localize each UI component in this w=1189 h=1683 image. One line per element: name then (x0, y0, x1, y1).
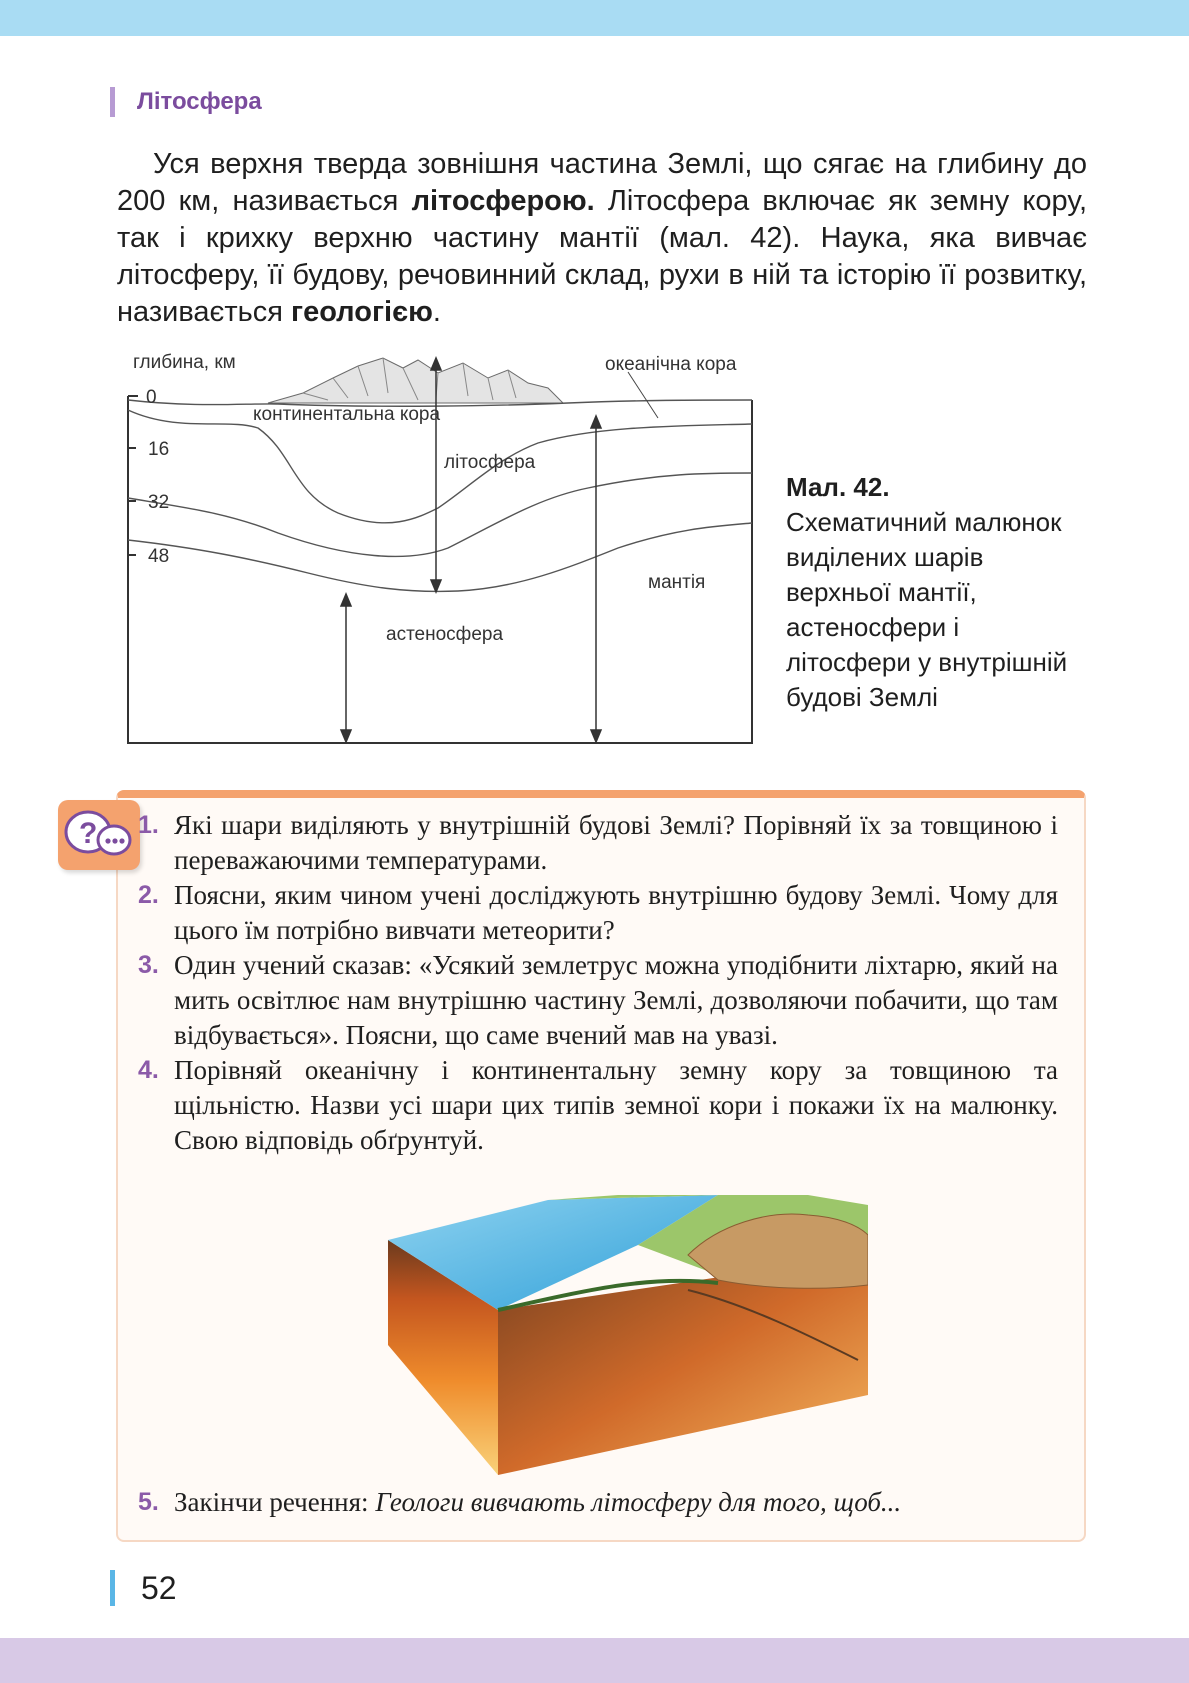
label-oceanic-crust: океанічна кора (605, 354, 737, 375)
question-number: 5. (138, 1488, 159, 1516)
oceanic-crust-pointer (628, 372, 658, 418)
depth-tick-16: 16 (148, 439, 170, 460)
top-color-band (0, 0, 1189, 36)
depth-axis-label: глибина, км (133, 352, 236, 373)
question-5-lead: Закінчи речення: (174, 1487, 376, 1517)
section-title: Літосфера (137, 88, 262, 115)
question-number: 1. (138, 811, 159, 839)
intro-text-2: Літосфера включає як земну кору, так і крихку верхню частину мантії (мал. 42). Наука, яка вивчає літосферу, її будову, речовинний склад, рухи в ній та історію її розвитку, називається (117, 185, 1087, 328)
mountain-range (268, 358, 563, 403)
question-5 (138, 1485, 1094, 1520)
label-continental-crust: континентальна кора (253, 404, 441, 425)
question-bubble-icon (58, 800, 140, 870)
figure-caption (786, 470, 1086, 715)
section-header-bar (110, 87, 115, 117)
question-item (138, 808, 1058, 878)
question-text: Поясни, яким чином учені досліджують внутрішню будову Землі. Чому для цього їм потрібно вивчати метеорити? (174, 880, 1058, 945)
bottom-color-band (0, 1638, 1189, 1683)
question-number: 4. (138, 1056, 159, 1084)
figure-caption-title: Мал. 42. (786, 472, 890, 502)
intro-paragraph (117, 146, 1087, 331)
earth-layers-diagram (118, 348, 768, 758)
intro-text-1: Уся верхня тверда зовнішня частина Землі, що сягає на глибину до 200 км, називається (117, 148, 1087, 217)
label-asthenosphere: астеносфера (386, 624, 504, 645)
question-number: 2. (138, 881, 159, 909)
question-text: Один учений сказав: «Усякий землетрус можна уподібнити ліхтарю, який на мить освітлює нам внутрішню частину Землі, дозволяючи побачити, що там відбувається». Поясни, що саме вчений мав на увазі. (174, 950, 1058, 1050)
page-number: 52 (141, 1569, 177, 1606)
icon-question-mark: ? (79, 817, 98, 850)
label-mantle: мантія (648, 572, 706, 593)
intro-text-3: . (432, 296, 441, 328)
page-number-area (110, 1568, 177, 1608)
question-text: Порівняй океанічну і континентальну земну кору за товщиною та щільністю. Назви усі шари цих типів земної кори і покажи їх на малюнку. Свою відповідь обґрунтуй. (174, 1055, 1058, 1155)
question-item (138, 1053, 1058, 1158)
depth-tick-48: 48 (148, 546, 170, 567)
question-chat-icon (58, 800, 140, 870)
crust-base-line (128, 410, 752, 523)
asthenosphere-arrow (341, 594, 351, 742)
label-lithosphere: літосфера (444, 452, 536, 473)
section-header (110, 86, 262, 118)
depth-ticks (128, 396, 138, 555)
earth-crust-block-illustration (388, 1195, 868, 1475)
depth-tick-0: 0 (146, 387, 157, 408)
question-text: Які шари виділяють у внутрішній будові Землі? Порівняй їх за товщиною і переважаючими температурами. (174, 810, 1058, 875)
moho-line (128, 473, 752, 556)
term-geology: геологією (290, 296, 433, 328)
question-5-italic: Геологи вивчають літосферу для того, щоб... (375, 1487, 902, 1517)
page-number-bar (110, 1570, 115, 1606)
question-item (138, 948, 1058, 1053)
question-item (138, 878, 1058, 948)
figure-caption-text: Схематичний малюнок виділених шарів верхньої мантії, астеносфери і літосфери у внутрішній будові Землі (786, 507, 1068, 712)
diagram-frame (128, 396, 752, 743)
question-number: 3. (138, 951, 159, 979)
term-lithosphere: літосферою. (411, 185, 595, 217)
depth-tick-32: 32 (148, 492, 170, 513)
questions-list (138, 808, 1058, 1158)
mantle-arrow (591, 416, 601, 742)
